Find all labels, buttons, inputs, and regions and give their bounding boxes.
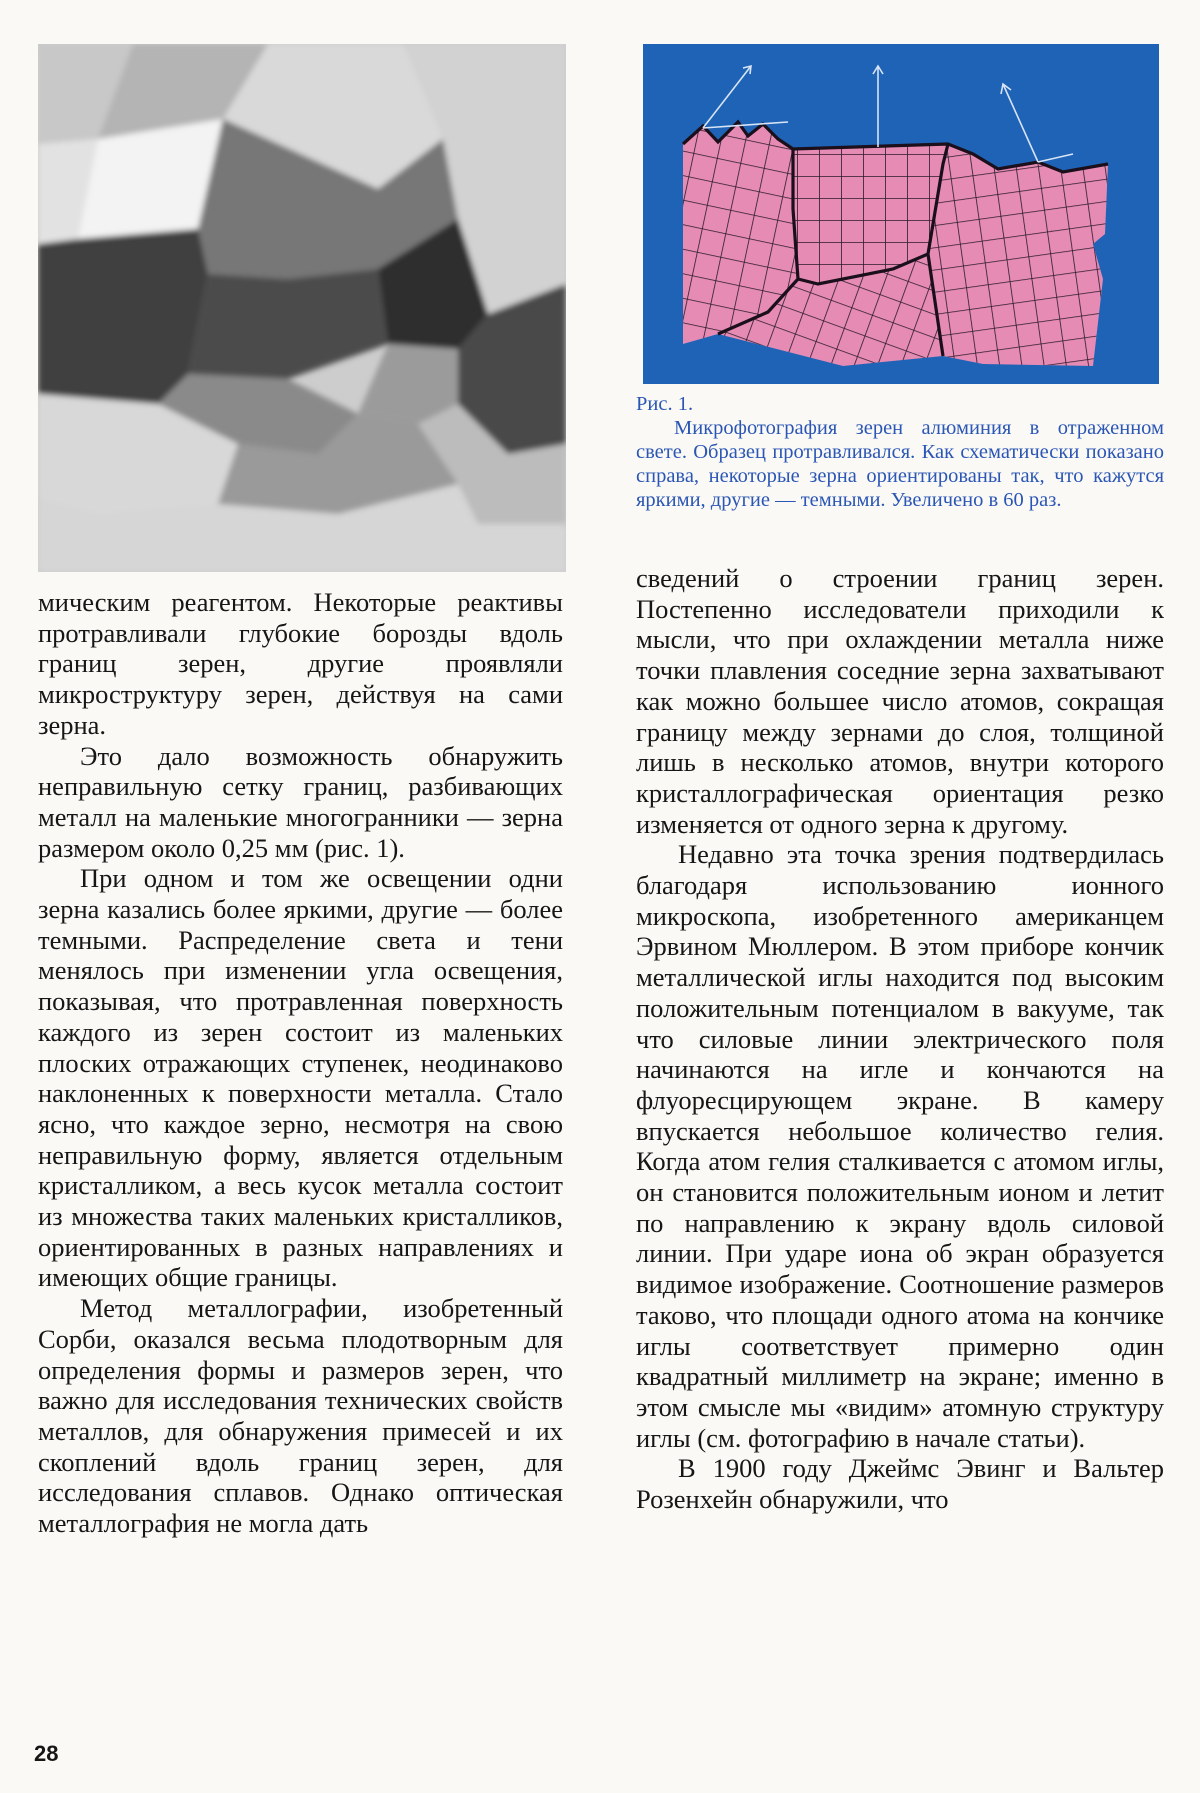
- figure-caption: [636, 392, 1164, 512]
- paragraph: сведений о строении границ зерен. Постепенно исследователи приходили к мысли, что при охлаждении металла ниже точки плавления соседние зерна захватывают как можно большее число атомов, сокращая границу между зернами до слоя, толщиной лишь в несколько атомов, внутри которого кристаллографическая ориентация резко изменяется от одного зерна к другому.: [636, 563, 1164, 839]
- grain-orientation-diagram: [643, 44, 1159, 384]
- left-text-column: [38, 587, 563, 1539]
- grain-micrograph-icon: [38, 44, 566, 572]
- paragraph: Недавно эта точка зрения подтвердилась благодаря использованию ионного микроскопа, изобретенного американцем Эрвином Мюллером. В этом приборе кончик металлической иглы находится под высоким положительным потенциалом в вакууме, так что силовые линии электрического поля начинаются на игле и кончаются на флуоресцирующем экране. В камеру впускается небольшое количество гелия. Когда атом гелия сталкивается с атомом иглы, он становится положительным ионом и летит по направлению к экрану вдоль силовой линии. При ударе иона об экран образуется видимое изображение. Соотношение размеров таково, что площади одного атома на кончике иглы соответствует примерно один квадратный миллиметр на экране; именно в этом смысле мы «видим» атомную структуру иглы (см. фотографию в начале статьи).: [636, 839, 1164, 1453]
- paragraph: мическим реагентом. Некоторые реактивы протравливали глубокие борозды вдоль границ зерен, другие проявляли микроструктуру зерен, действуя на сами зерна.: [38, 587, 563, 740]
- right-text-column: [636, 563, 1164, 1515]
- paragraph: При одном и том же освещении одни зерна казались более яркими, другие — более темными. Распределение света и тени менялось при изменении угла освещения, показывая, что протравленная поверхность каждого из зерен состоит из маленьких плоских отражающих ступенек, неодинаково наклоненных к поверхности металла. Стало ясно, что каждое зерно, несмотря на свою неправильную форму, является отдельным кристалликом, а весь кусок металла состоит из множества таких маленьких кристалликов, ориентированных в разных направлениях и имеющих общие границы.: [38, 863, 563, 1293]
- figure-label: Рис. 1.: [636, 393, 694, 415]
- paragraph: Это дало возможность обнаружить неправильную сетку границ, разбивающих металл на маленькие многогранники — зерна размером около 0,25 мм (рис. 1).: [38, 740, 563, 863]
- page-number: 28: [34, 1741, 59, 1766]
- grain-micrograph-photo: [38, 44, 566, 572]
- paragraph: В 1900 году Джеймс Эвинг и Вальтер Розенхейн обнаружили, что: [636, 1453, 1164, 1515]
- paragraph: Метод металлографии, изобретенный Сорби, оказался весьма плодотворным для определения формы и размеров зерен, что важно для исследования технических свойств металлов, для обнаружения примесей и их скоплений вдоль границ зерен, для исследования сплавов. Однако оптическая металлография не могла дать: [38, 1293, 563, 1539]
- figure-caption-text: Микрофотография зерен алюминия в отраженном свете. Образец протравливался. Как схематически показано справа, некоторые зерна ориентированы так, что кажутся яркими, другие — темными. Увеличено в 60 раз.: [636, 417, 1164, 511]
- grain-orientation-schematic-icon: [643, 44, 1159, 384]
